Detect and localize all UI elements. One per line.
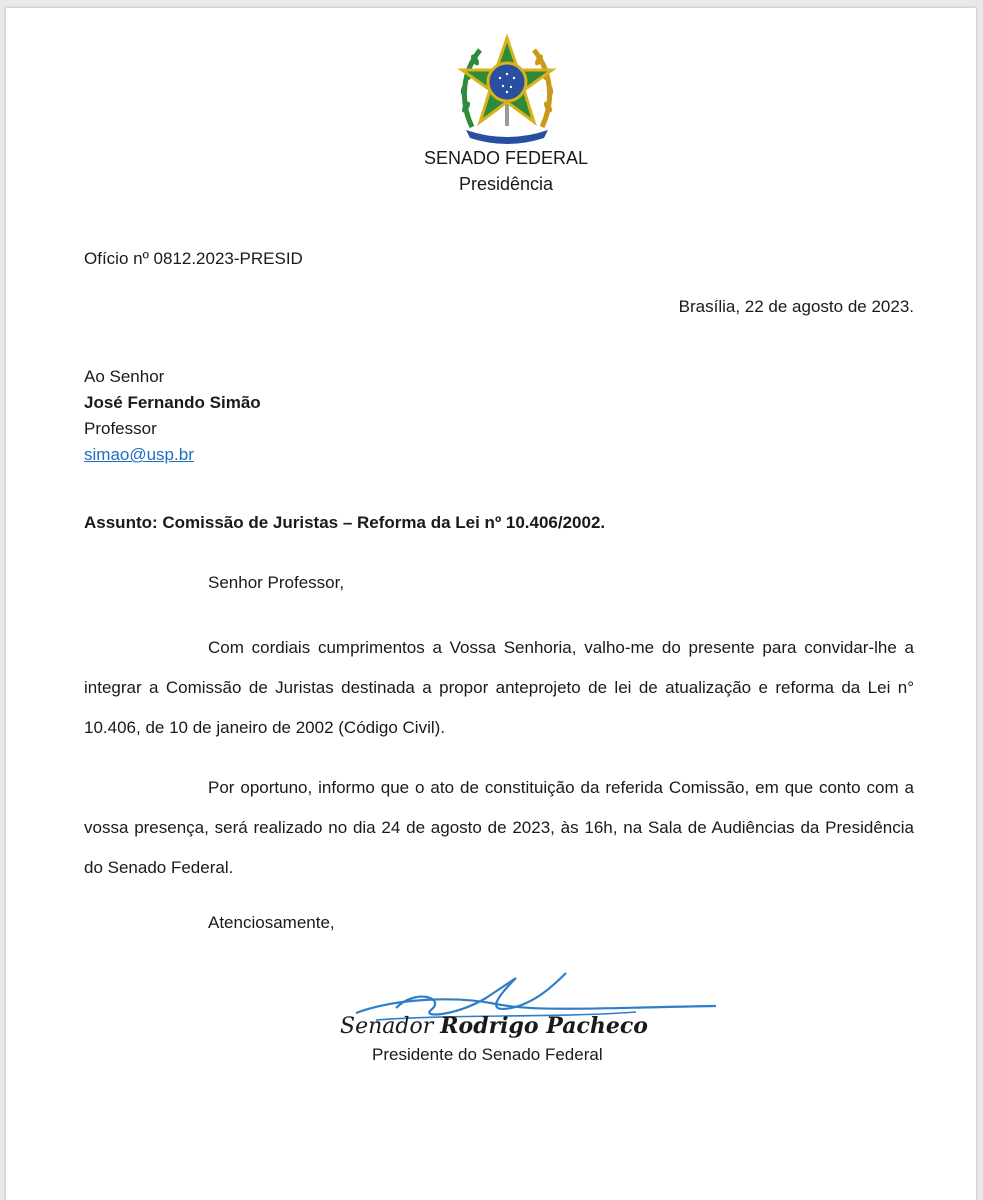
document-page [6, 8, 976, 1200]
signer-role: Presidente do Senado Federal [372, 1045, 603, 1064]
date-line: Brasília, 22 de agosto de 2023. [678, 297, 914, 316]
recipient-title: Professor [84, 419, 157, 438]
greeting: Senhor Professor, [208, 573, 345, 592]
paragraph-text: Com cordiais cumprimentos a Vossa Senhoria, valho-me do presente para convidar-lhe a integrar a Comissão de Juristas destinada a propor anteprojeto de lei de atualização e reforma da Lei n° 10.406, de 10 de janeiro de 2002 (Código Civil). [84, 638, 914, 737]
body-paragraph [84, 768, 914, 888]
subject-line: Assunto: Comissão de Juristas – Reforma da Lei nº 10.406/2002. [84, 513, 606, 532]
reference-number: Ofício nº 0812.2023-PRESID [84, 249, 303, 268]
body-paragraph [84, 628, 914, 748]
recipient-salutation: Ao Senhor [84, 367, 165, 386]
signer-name [340, 1012, 648, 1041]
department-name: Presidência [458, 174, 554, 194]
recipient-name: José Fernando Simão [84, 393, 261, 412]
signer-prefix: Senador [340, 1014, 434, 1039]
paragraph-text: Por oportuno, informo que o ato de constituição da referida Comissão, em que conto com a vossa presença, será realizado no dia 24 de agosto de 2023, às 16h, na Sala de Audiências da Presidência do Senado Federal. [84, 778, 914, 877]
signer-full-name: Rodrigo Pacheco [440, 1013, 648, 1039]
recipient-email-link[interactable]: simao@usp.br [84, 445, 194, 464]
closing-line: Atenciosamente, [208, 913, 335, 932]
brazil-coat-of-arms-icon [452, 32, 562, 148]
organization-name: SENADO FEDERAL [423, 148, 589, 168]
